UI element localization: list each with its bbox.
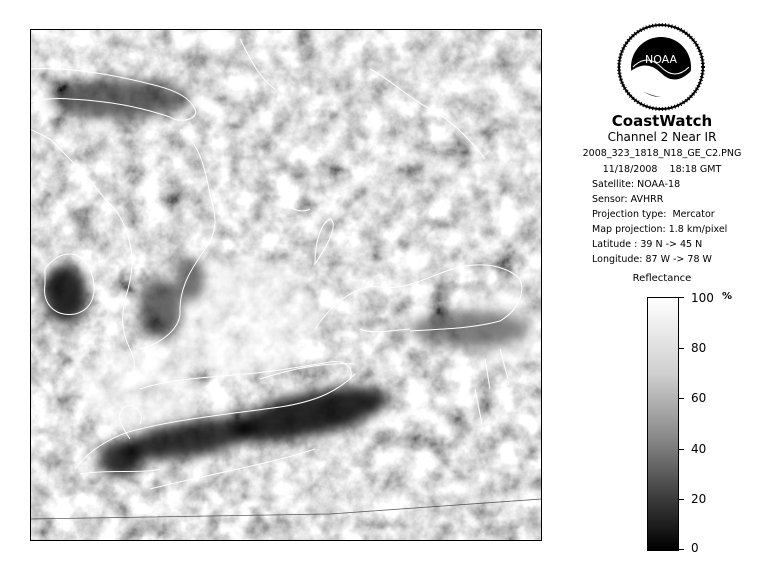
tick-mark (678, 398, 684, 399)
tick-mark (678, 348, 684, 349)
map-projection-text: Map projection: 1.8 km/pixel (592, 224, 728, 235)
tick-mark (678, 449, 684, 450)
tick-mark (678, 549, 684, 550)
tick-label-60: 60 (691, 391, 707, 405)
filename-text: 2008_323_1818_N18_GE_C2.PNG (582, 148, 742, 159)
noaa-seal-icon (617, 23, 705, 111)
channel-label: Channel 2 Near IR (607, 130, 717, 144)
datetime-text: 11/18/2008 18:18 GMT (602, 164, 722, 175)
tick-label-0: 0 (691, 541, 699, 555)
sensor-text: Sensor: AVHRR (592, 194, 664, 205)
satellite-text: Satellite: NOAA-18 (592, 179, 681, 190)
latitude-text: Latitude : 39 N -> 45 N (592, 239, 703, 250)
reflectance-colorbar (647, 297, 679, 551)
brand-title: CoastWatch (611, 112, 713, 130)
tick-label-20: 20 (691, 492, 707, 506)
tick-label-100: 100 (691, 291, 714, 305)
tick-label-40: 40 (691, 442, 707, 456)
scale-title: Reflectance (632, 273, 692, 284)
longitude-text: Longitude: 87 W -> 78 W (592, 254, 712, 265)
tick-label-80: 80 (691, 341, 707, 355)
tick-mark (678, 499, 684, 500)
projection-type-text: Projection type: Mercator (592, 209, 715, 220)
satellite-image (30, 29, 542, 541)
noaa-logo-text: NOAA (644, 53, 678, 66)
percent-unit: % (722, 291, 733, 302)
tick-mark (678, 297, 684, 298)
